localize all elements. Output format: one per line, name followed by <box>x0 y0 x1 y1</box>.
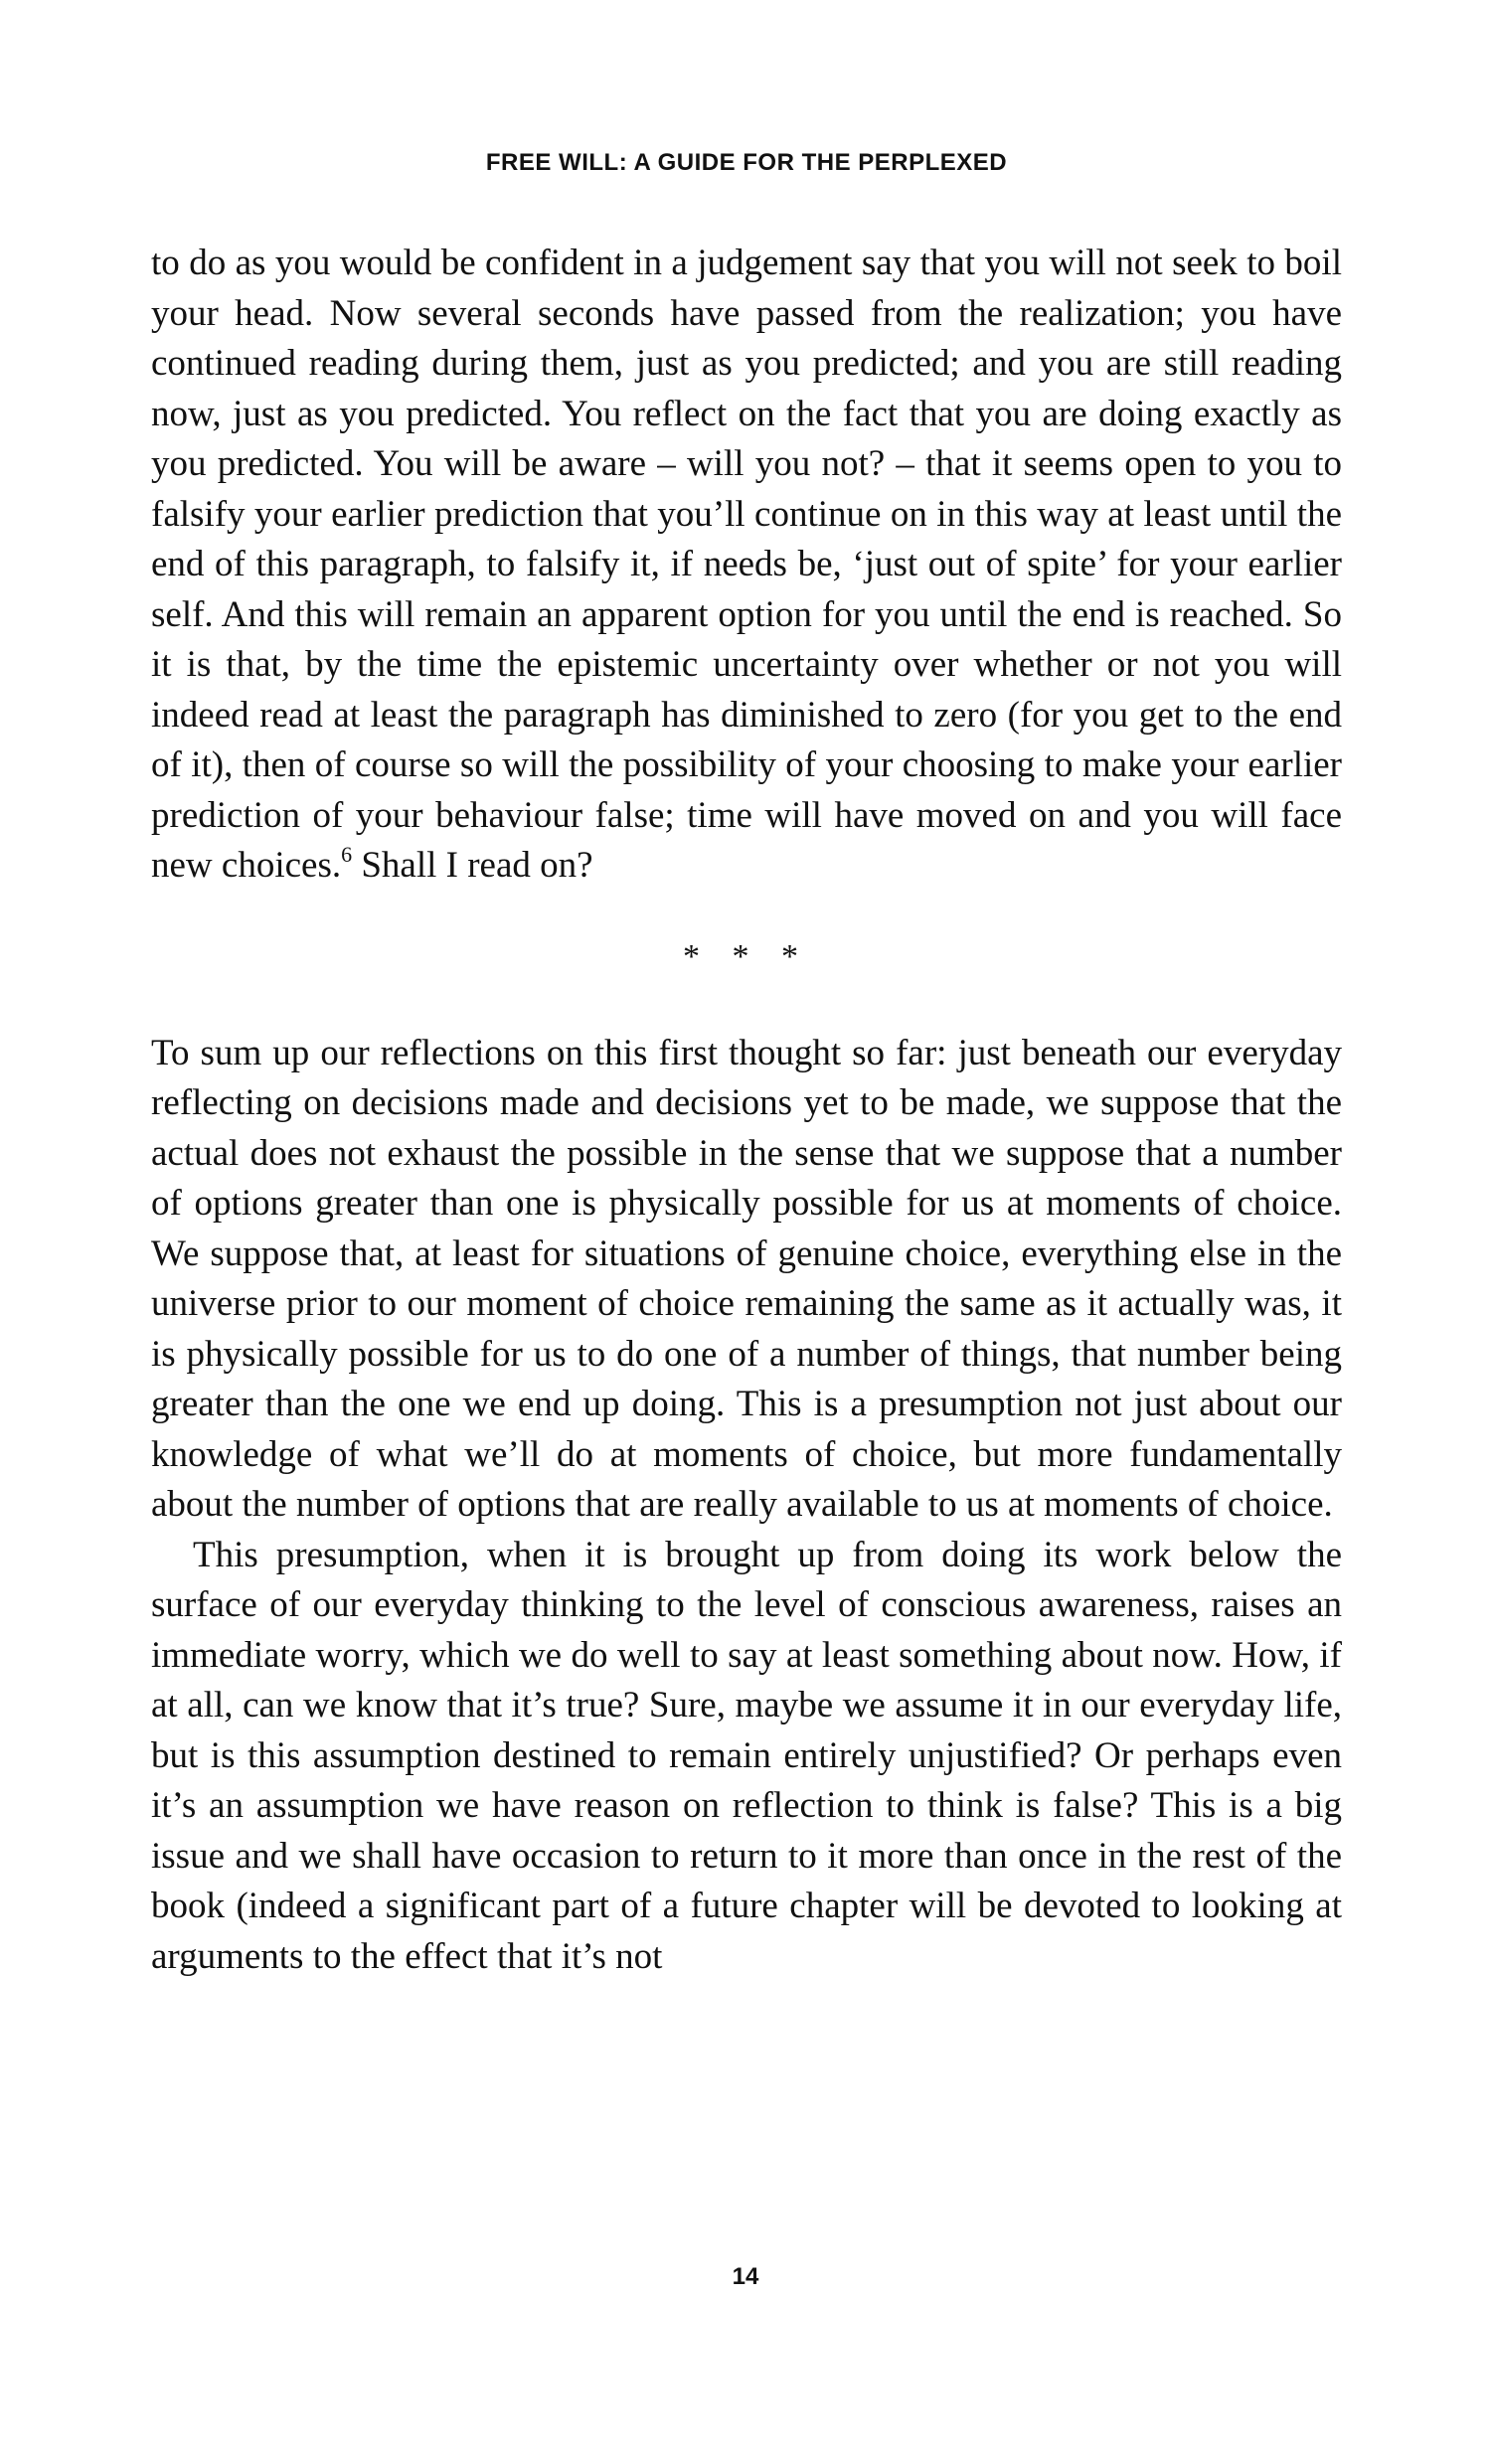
section-break: * * * <box>683 937 810 975</box>
paragraph: To sum up our reflections on this first thought so far: just beneath our everyday reflecting on decisions made and decisions yet to be made, we suppose that the actual does not exhaust the possible in the sense that we suppose that a number of options greater than one is physically possible for us at moments of choice. We suppose that, at least for situations of genuine choice, everything else in the universe prior to our moment of choice remaining the same as it actually was, it is physically possible for us to do one of a number of things, that number being greater than the one we end up doing. This is a presumption not just about our knowledge of what we’ll do at moments of choice, but more fundamentally about the number of options that are really available to us at moments of choice. <box>151 1032 1342 1525</box>
footnote-reference[interactable]: 6 <box>341 841 353 867</box>
body-text <box>151 239 1342 1982</box>
running-head: FREE WILL: A GUIDE FOR THE PERPLEXED <box>485 149 1008 176</box>
paragraph <box>151 239 1342 892</box>
paragraph-text: Shall I read on? <box>352 845 593 886</box>
page-number: 14 <box>732 2263 759 2290</box>
paragraph-text: to do as you would be confident in a judgement say that you will not seek to boil your head. Now several seconds have passed from the realization; you have continued reading during them, just as you predicted; and you are still reading now, just as you predicted. You reflect on the fact that you are doing exactly as you predicted. You will be aware – will you not? – that it seems open to you to falsify your earlier prediction that you’ll continue on in this way at least until the end of this paragraph, to falsify it, if needs be, ‘just out of spite’ for your earlier self. And this will remain an apparent option for you until the end is reached. So it is that, by the time the epistemic uncertainty over whether or not you will indeed read at least the paragraph has diminished to zero (for you get to the end of it), then of course so will the possibility of your choosing to make your earlier prediction of your behaviour false; time will have moved on and you will face new choices. <box>151 243 1342 886</box>
paragraph: This presumption, when it is brought up from doing its work below the surface of our everyday thinking to the level of conscious awareness, raises an immediate worry, which we do well to say at least something about now. How, if at all, can we know that it’s true? Sure, maybe we assume it in our everyday life, but is this assumption destined to remain entirely unjustified? Or perhaps even it’s an assumption we have reason on reflection to think is false? This is a big issue and we shall have occasion to return to it more than once in the rest of the book (indeed a significant part of a future chapter will be devoted to looking at arguments to the effect that it’s not <box>151 1534 1342 1977</box>
